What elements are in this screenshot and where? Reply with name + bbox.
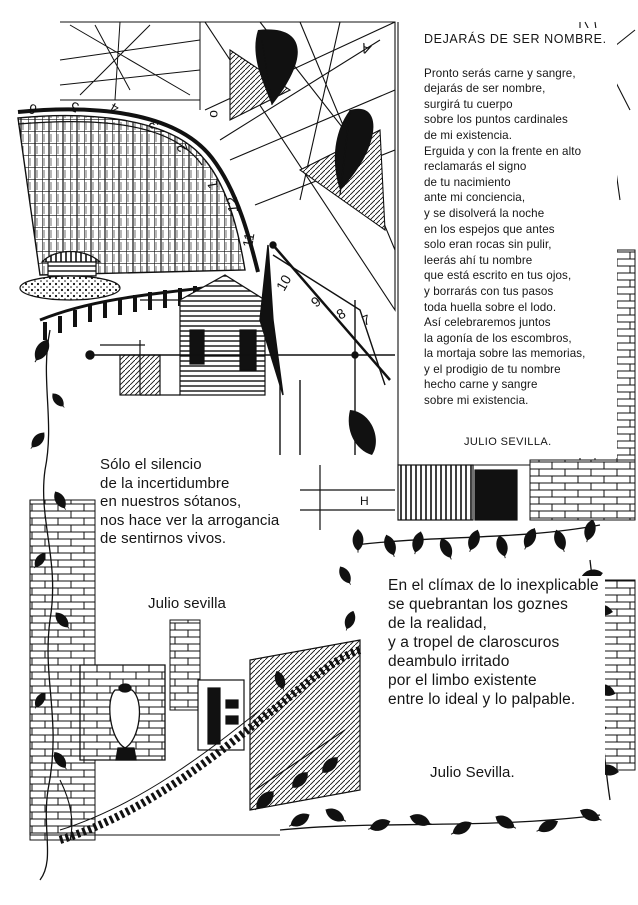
poem-line: y a tropel de claroscuros [388, 634, 560, 651]
oil-lamp [80, 665, 165, 760]
poem-line: y borrarás con tus pasos [424, 284, 554, 298]
poem-line: de la realidad, [388, 615, 487, 632]
tiled-roof [18, 109, 258, 275]
poem-line: deambulo irritado [388, 653, 510, 670]
poem-line: Así celebraremos juntos [424, 316, 551, 330]
poem-line: en nuestros sótanos, [100, 493, 242, 510]
leaf-icon [349, 410, 376, 455]
svg-text:7: 7 [359, 311, 373, 329]
poem-line: solo eran rocas sin pulir, [424, 238, 552, 252]
svg-text:9: 9 [307, 293, 324, 311]
poem-line: reclamarás el signo [424, 160, 527, 174]
poem-line: Sólo el silencio [100, 456, 202, 473]
poem-line: se quebrantan los goznes [388, 596, 568, 613]
poem-dejaras-de-ser-nombre [418, 28, 617, 458]
svg-text:10: 10 [272, 272, 295, 294]
poem-line: la agonía de los escombros, [424, 331, 572, 345]
poem-line: de sentirnos vivos. [100, 530, 227, 547]
window-grate [100, 340, 160, 395]
poem-line: leerás ahí tu nombre [424, 253, 533, 267]
poem-line: entre lo ideal y lo palpable. [388, 691, 576, 708]
svg-text:8: 8 [333, 304, 349, 323]
svg-text:11: 11 [239, 231, 258, 249]
poem-signature: JULIO SEVILLA. [464, 435, 552, 448]
svg-text:H: H [360, 494, 369, 508]
poem-line: sobre los puntos cardinales [424, 113, 568, 127]
svg-text:5: 5 [68, 98, 82, 117]
svg-text:12: 12 [223, 196, 241, 214]
poem-line: por el limbo existente [388, 672, 537, 689]
bar-block [300, 465, 517, 530]
svg-text:4: 4 [106, 99, 122, 118]
poem-line: nos hace ver la arrogancia [100, 511, 280, 529]
poem-line: y el prodigio de tu nombre [424, 362, 561, 376]
poem-line: en los espejos que antes [424, 222, 555, 236]
poem-line: de tu nacimiento [424, 175, 511, 189]
poem-line: Erguida y con la frente en alto [424, 144, 582, 158]
poem-line: Pronto serás carne y sangre, [424, 66, 576, 80]
poem-solo-el-silencio [100, 456, 279, 613]
poem-line: y se disolverá la noche [424, 206, 545, 220]
poem-line: toda huella sobre el lodo. [424, 300, 557, 314]
svg-text:o: o [207, 110, 223, 118]
poem-en-el-climax [386, 576, 605, 784]
poem-line: hecho carne y sangre [424, 378, 538, 392]
poem-title: DEJARÁS DE SER NOMBRE. [424, 32, 607, 46]
poem-line: sobre mi existencia. [424, 394, 529, 408]
svg-text:A: A [358, 39, 374, 59]
poem-line: de la incertidumbre [100, 474, 230, 492]
poem-line: de mi existencia. [424, 128, 513, 142]
svg-text:6: 6 [26, 100, 40, 119]
svg-text:1: 1 [203, 179, 221, 191]
svg-text:2: 2 [173, 141, 191, 155]
poem-line: En el clímax de lo inexplicable [388, 577, 599, 594]
poem-line: surgirá tu cuerpo [424, 97, 513, 111]
poem-line: dejarás de ser nombre, [424, 82, 546, 96]
svg-text:3: 3 [145, 116, 163, 133]
poem-signature: Julio Sevilla. [430, 764, 515, 781]
poem-line: ante mi conciencia, [424, 191, 526, 205]
poem-line: la mortaja sobre las memorias, [424, 347, 586, 361]
poem-line: que está escrito en tus ojos, [424, 269, 572, 283]
poem-signature: Julio sevilla [148, 594, 226, 612]
web-drawing [60, 22, 395, 110]
